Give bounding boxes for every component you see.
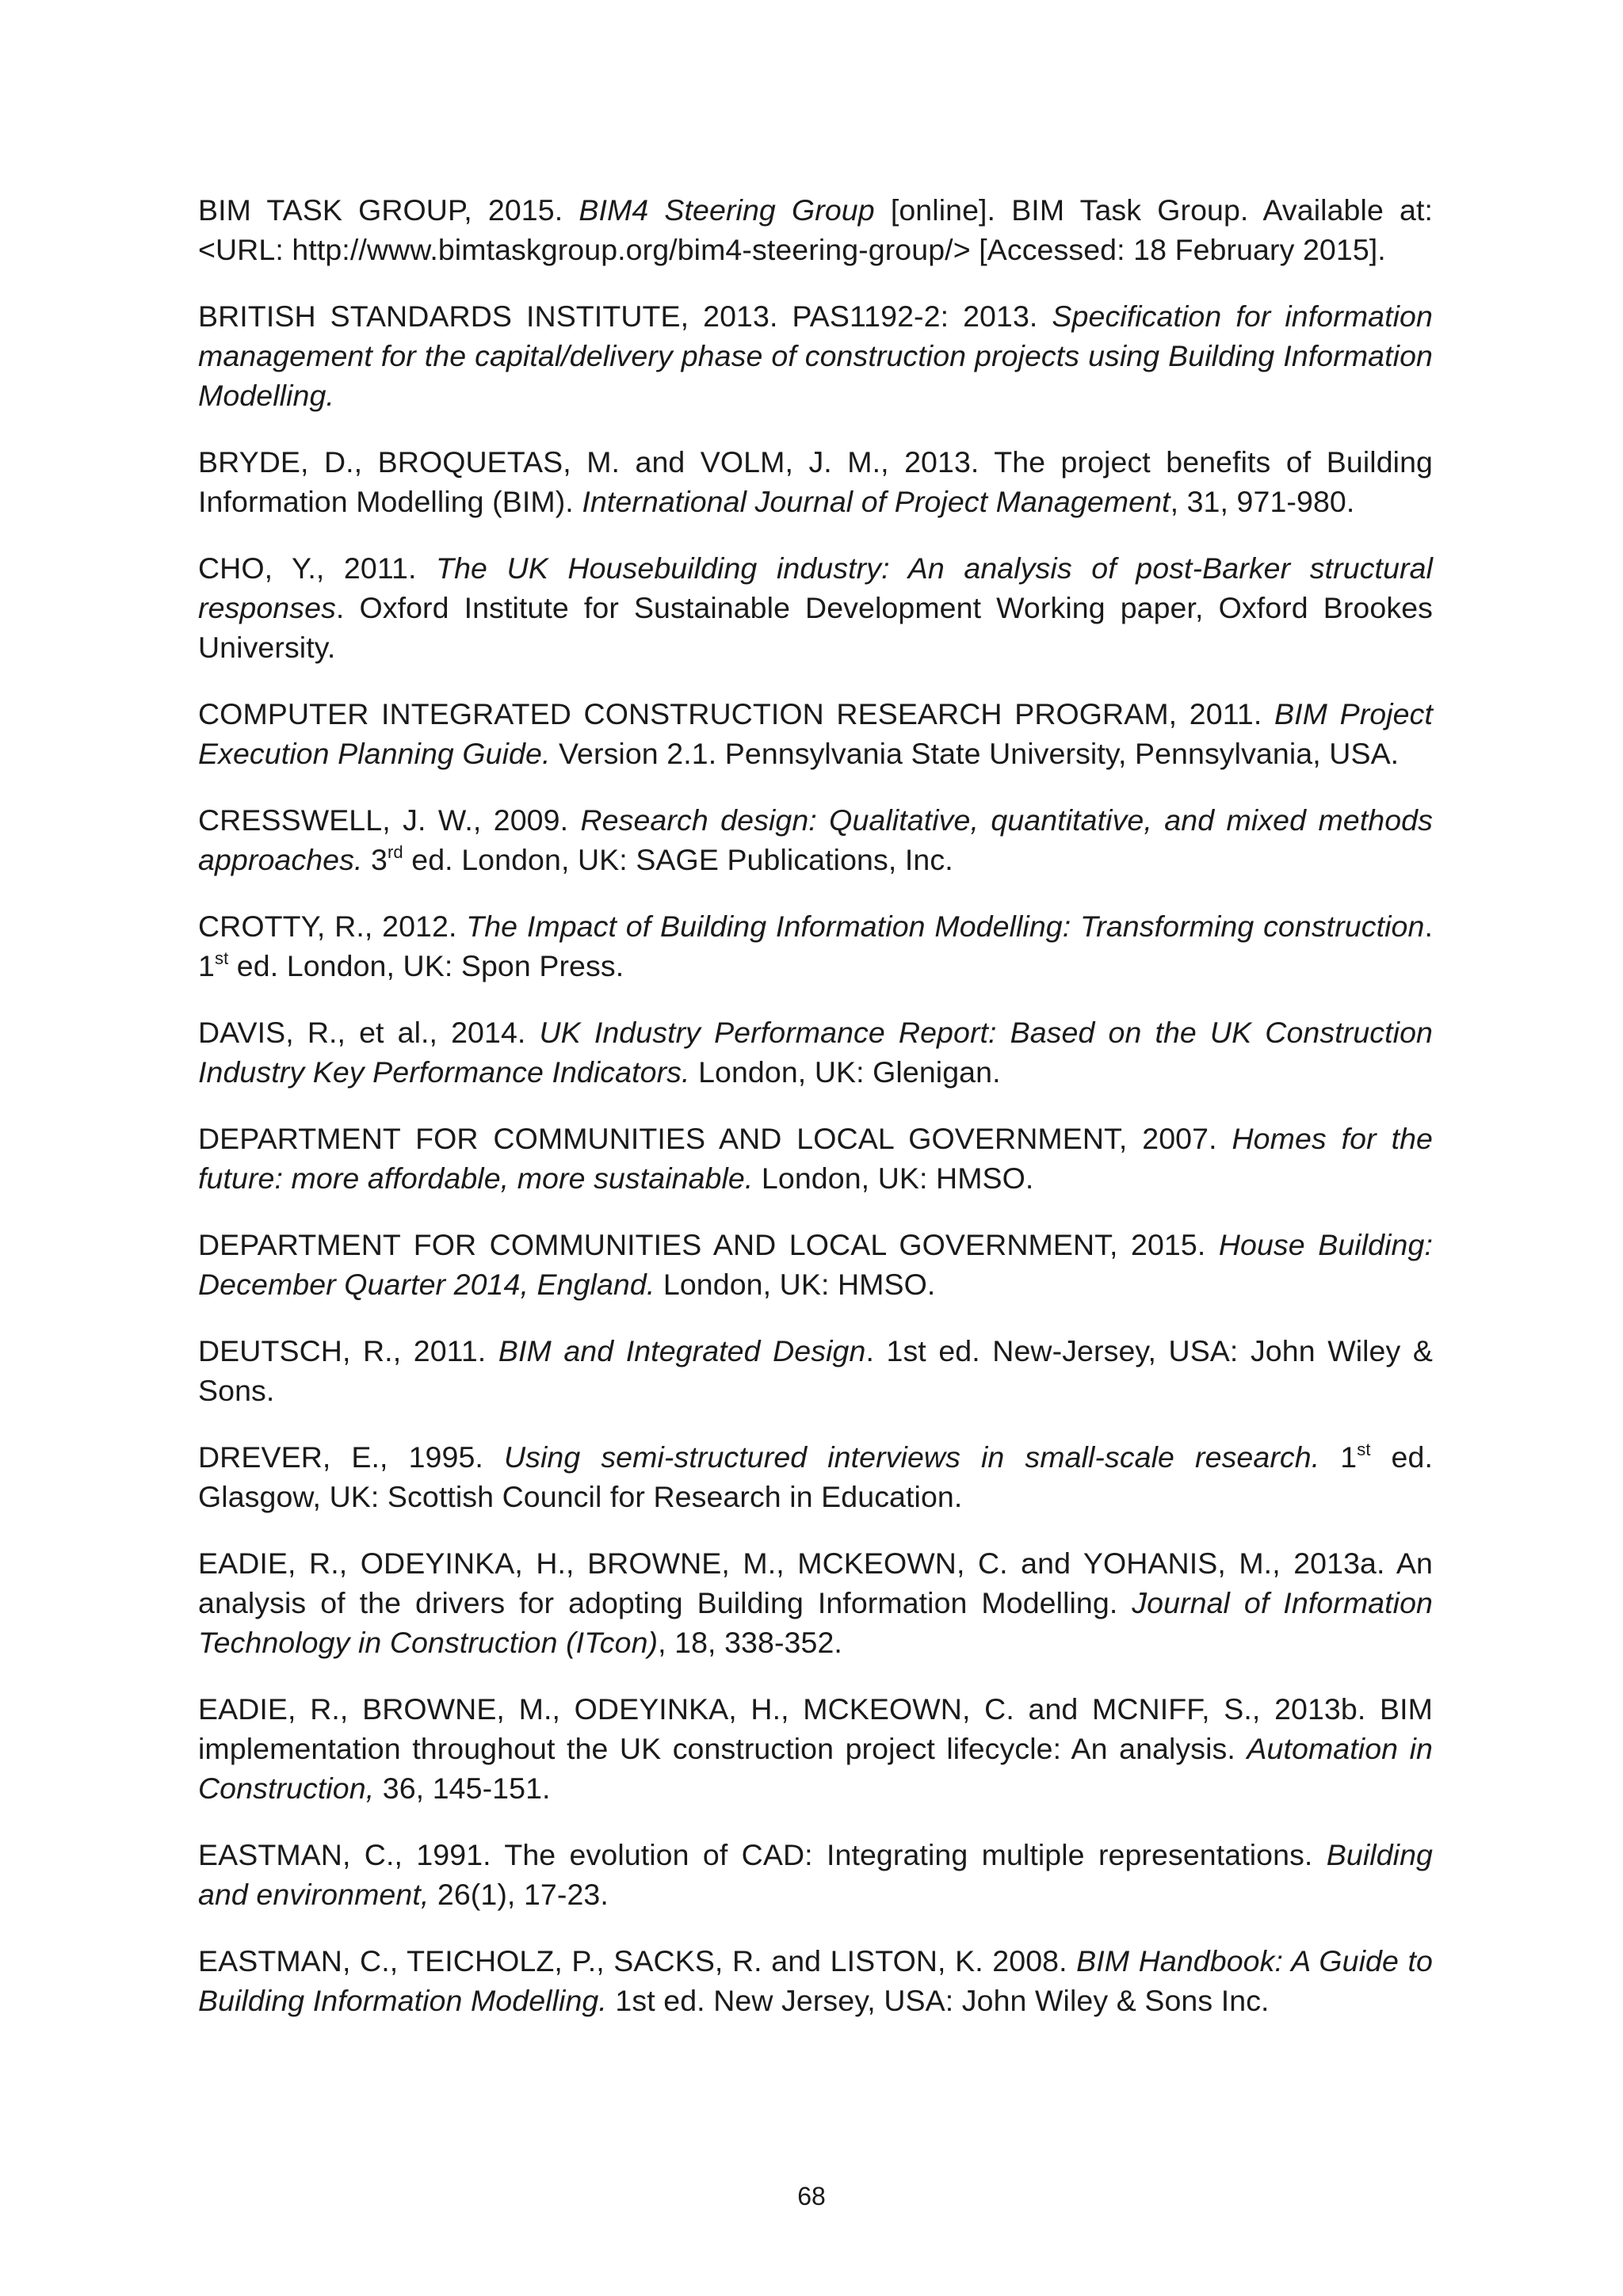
reference-title-italic: Building and environment, xyxy=(198,1838,1433,1911)
reference-title-italic: BIM Project Execution Planning Guide. xyxy=(198,697,1434,770)
reference-entry xyxy=(198,190,1433,269)
reference-entry xyxy=(198,906,1433,986)
reference-text: . 1 xyxy=(198,910,1433,982)
reference-entry xyxy=(198,1013,1433,1092)
ordinal-superscript: rd xyxy=(387,842,403,862)
reference-text: EADIE, R., ODEYINKA, H., BROWNE, M., MCKEOWN, C. and YOHANIS, M., 2013a. An analysis of the drivers for adopting Building Information Modelling. xyxy=(198,1547,1433,1619)
reference-entry xyxy=(198,1835,1433,1914)
reference-title-italic: UK Industry Performance Report: Based on the UK Construction Industry Key Performance Indicators. xyxy=(198,1016,1433,1089)
reference-text: London, UK: HMSO. xyxy=(655,1268,936,1301)
reference-text: EASTMAN, C., TEICHOLZ, P., SACKS, R. and LISTON, K. 2008. xyxy=(198,1944,1077,1978)
reference-title-italic: The UK Housebuilding industry: An analysis of post-Barker structural responses xyxy=(198,551,1433,624)
reference-title-italic: Using semi-structured interviews in small-scale research. xyxy=(503,1440,1320,1474)
reference-entry xyxy=(198,694,1433,773)
reference-title-italic: Automation in Construction, xyxy=(198,1732,1433,1805)
reference-title-italic: Research design: Qualitative, quantitative, and mixed methods approaches. xyxy=(198,803,1433,876)
reference-entry xyxy=(198,800,1433,879)
reference-text: 36, 145-151. xyxy=(374,1772,551,1805)
reference-entry xyxy=(198,1119,1433,1198)
reference-text: EASTMAN, C., 1991. The evolution of CAD: Integrating multiple representations. xyxy=(198,1838,1327,1871)
reference-text: DEUTSCH, R., 2011. xyxy=(198,1334,498,1367)
reference-text: ed. London, UK: Spon Press. xyxy=(228,949,624,982)
reference-title-italic: Journal of Information Technology in Construction (ITcon) xyxy=(198,1586,1433,1659)
reference-text: [online]. BIM Task Group. Available at: <URL: http://www.bimtaskgroup.org/bim4-steering-group/> [Accessed: 18 February 2015]. xyxy=(198,193,1434,266)
reference-text: BRYDE, D., BROQUETAS, M. and VOLM, J. M., 2013. The project benefits of Building Information Modelling (BIM). xyxy=(198,445,1433,518)
reference-text: ed. London, UK: SAGE Publications, Inc. xyxy=(403,843,953,876)
reference-text: London, UK: HMSO. xyxy=(753,1161,1034,1195)
reference-text: 1st ed. New Jersey, USA: John Wiley & Sons Inc. xyxy=(606,1984,1270,2017)
ordinal-superscript: st xyxy=(1357,1440,1371,1459)
reference-text: DEPARTMENT FOR COMMUNITIES AND LOCAL GOVERNMENT, 2007. xyxy=(198,1122,1232,1155)
reference-title-italic: BIM and Integrated Design xyxy=(498,1334,866,1367)
reference-entry xyxy=(198,1437,1433,1516)
reference-entry xyxy=(198,1543,1433,1662)
reference-title-italic: BIM Handbook: A Guide to Building Information Modelling. xyxy=(198,1944,1433,2017)
reference-text: 1 xyxy=(1319,1440,1358,1474)
reference-text: CROTTY, R., 2012. xyxy=(198,910,467,943)
reference-title-italic: Specification for information management for the capital/delivery phase of construction projects using Building Information Modelling. xyxy=(198,299,1433,412)
reference-text: CHO, Y., 2011. xyxy=(198,551,437,585)
reference-title-italic: BIM4 Steering Group xyxy=(579,193,875,227)
reference-entry xyxy=(198,1689,1433,1808)
reference-entry xyxy=(198,1225,1433,1304)
reference-text: COMPUTER INTEGRATED CONSTRUCTION RESEARCH PROGRAM, 2011. xyxy=(198,697,1274,730)
reference-text: BRITISH STANDARDS INSTITUTE, 2013. PAS1192-2: 2013. xyxy=(198,299,1052,333)
reference-title-italic: The Impact of Building Information Modelling: Transforming construction xyxy=(466,910,1425,943)
ordinal-superscript: st xyxy=(214,948,229,968)
reference-entry xyxy=(198,296,1433,415)
reference-entry xyxy=(198,1941,1433,2020)
reference-text: CRESSWELL, J. W., 2009. xyxy=(198,803,581,837)
reference-list xyxy=(198,190,1433,2047)
reference-entry xyxy=(198,548,1433,667)
reference-text: 26(1), 17-23. xyxy=(429,1878,609,1911)
reference-text: Version 2.1. Pennsylvania State University, Pennsylvania, USA. xyxy=(550,737,1400,770)
reference-text: EADIE, R., BROWNE, M., ODEYINKA, H., MCKEOWN, C. and MCNIFF, S., 2013b. BIM implementation throughout the UK construction project lifecycle: An analysis. xyxy=(198,1692,1433,1765)
reference-entry xyxy=(198,1331,1433,1410)
reference-title-italic: International Journal of Project Management xyxy=(582,485,1170,518)
reference-text: DAVIS, R., et al., 2014. xyxy=(198,1016,540,1049)
reference-text: 3 xyxy=(362,843,388,876)
reference-title-italic: House Building: December Quarter 2014, England. xyxy=(198,1228,1433,1301)
reference-title-italic: Homes for the future: more affordable, more sustainable. xyxy=(198,1122,1433,1195)
reference-text: BIM TASK GROUP, 2015. xyxy=(198,193,579,227)
reference-text: London, UK: Glenigan. xyxy=(689,1055,1001,1089)
reference-text: . 1st ed. New-Jersey, USA: John Wiley & Sons. xyxy=(198,1334,1433,1407)
reference-text: ed. Glasgow, UK: Scottish Council for Research in Education. xyxy=(198,1440,1433,1513)
reference-text: . Oxford Institute for Sustainable Development Working paper, Oxford Brookes University. xyxy=(198,591,1433,664)
page-number: 68 xyxy=(797,2182,826,2210)
reference-text: , 18, 338-352. xyxy=(658,1626,842,1659)
reference-text: DEPARTMENT FOR COMMUNITIES AND LOCAL GOVERNMENT, 2015. xyxy=(198,1228,1219,1261)
reference-text: DREVER, E., 1995. xyxy=(198,1440,504,1474)
reference-entry xyxy=(198,442,1433,521)
reference-text: , 31, 971-980. xyxy=(1170,485,1355,518)
